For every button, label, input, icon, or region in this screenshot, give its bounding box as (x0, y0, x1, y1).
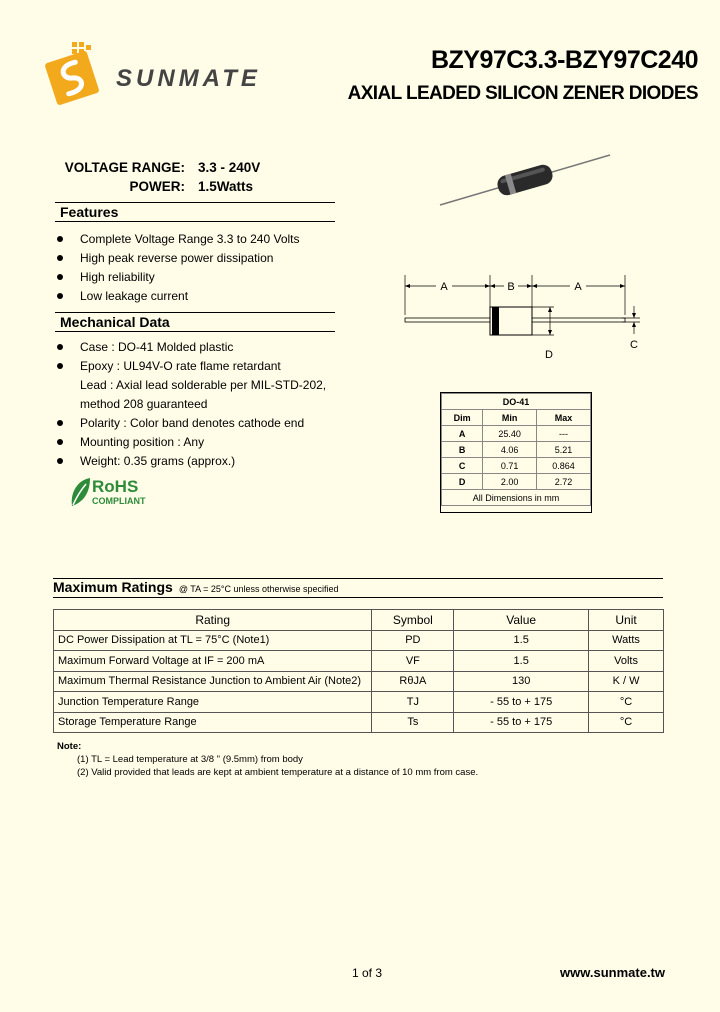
column-header: Rating (54, 610, 372, 631)
table-cell: K / W (589, 671, 664, 692)
table-cell: °C (589, 692, 664, 713)
rohs-badge (68, 476, 158, 508)
list-item: Low leakage current (55, 288, 300, 307)
power-label: POWER: (129, 179, 185, 194)
column-header: Min (483, 410, 537, 426)
note-item: (2) Valid provided that leads are kept at ambient temperature at a distance of 10 mm from case. (77, 767, 479, 778)
dim-label-a-right: A (574, 281, 582, 293)
table-cell: 2.00 (483, 474, 537, 490)
rohs-text: RoHS (92, 477, 139, 496)
list-item: Case : DO-41 Molded plastic (55, 339, 326, 358)
table-row (54, 671, 664, 692)
table-cell: 25.40 (483, 426, 537, 442)
note-item: (1) TL = Lead temperature at 3/8 " (9.5mm) from body (77, 754, 303, 765)
table-cell: D (442, 474, 483, 490)
table-cell: - 55 to + 175 (454, 692, 589, 713)
ratings-table (53, 609, 664, 733)
table-cell: --- (537, 426, 591, 442)
column-header: Max (537, 410, 591, 426)
max-ratings-heading (53, 578, 663, 598)
dim-label-c: C (630, 339, 638, 351)
table-cell: 0.71 (483, 458, 537, 474)
table-row (442, 426, 591, 442)
rohs-compliant-text: COMPLIANT (92, 496, 146, 506)
table-cell: A (442, 426, 483, 442)
page-title: BZY97C3.3-BZY97C240 (430, 46, 698, 74)
table-cell: DC Power Dissipation at TL = 75°C (Note1) (54, 630, 372, 651)
table-cell: °C (589, 712, 664, 733)
mechanical-heading: Mechanical Data (55, 312, 335, 332)
table-cell: PD (372, 630, 454, 651)
dim-label-d: D (545, 349, 553, 361)
list-item: Complete Voltage Range 3.3 to 240 Volts (55, 231, 300, 250)
table-cell: 130 (454, 671, 589, 692)
company-logo (44, 40, 269, 110)
list-item: Weight: 0.35 grams (approx.) (55, 453, 326, 472)
list-item: Polarity : Color band denotes cathode end (55, 415, 326, 434)
voltage-range-row (55, 160, 185, 180)
table-cell: Volts (589, 651, 664, 672)
table-cell: 5.21 (537, 442, 591, 458)
notes-heading: Note: (57, 741, 82, 752)
table-row (54, 692, 664, 713)
power-row (55, 179, 185, 199)
website-link[interactable]: www.sunmate.tw (560, 965, 665, 980)
table-cell: TJ (372, 692, 454, 713)
table-row (54, 712, 664, 733)
table-cell: 2.72 (537, 474, 591, 490)
dim-label-a-left: A (440, 281, 448, 293)
table-cell: B (442, 442, 483, 458)
max-ratings-title: Maximum Ratings (53, 579, 173, 595)
table-cell: Junction Temperature Range (54, 692, 372, 713)
table-row (54, 630, 664, 651)
dimension-diagram (400, 270, 660, 365)
table-cell: Maximum Thermal Resistance Junction to Ambient Air (Note2) (54, 671, 372, 692)
table-cell: Storage Temperature Range (54, 712, 372, 733)
column-header: Dim (442, 410, 483, 426)
max-ratings-condition: @ TA = 25°C unless otherwise specified (178, 584, 339, 594)
list-item: Mounting position : Any (55, 434, 326, 453)
table-cell: C (442, 458, 483, 474)
table-cell: Watts (589, 630, 664, 651)
table-row (54, 651, 664, 672)
notes (57, 740, 478, 779)
page-subtitle: AXIAL LEADED SILICON ZENER DIODES (347, 83, 698, 104)
dim-label-b: B (507, 281, 515, 293)
features-heading: Features (55, 202, 335, 222)
dimension-table-title: DO-41 (442, 394, 591, 410)
table-cell: VF (372, 651, 454, 672)
rohs-leaf-icon (68, 476, 158, 508)
svg-text:SUNMATE: SUNMATE (116, 65, 261, 92)
table-cell: 0.864 (537, 458, 591, 474)
list-item: Lead : Axial lead solderable per MIL-STD-202, (80, 378, 327, 392)
dimension-table (441, 393, 591, 506)
column-header: Value (454, 610, 589, 631)
table-row (442, 442, 591, 458)
page-number: 1 of 3 (352, 966, 383, 980)
voltage-label: VOLTAGE RANGE: (64, 160, 185, 175)
sunmate-logo-icon (44, 40, 269, 110)
column-header: Symbol (372, 610, 454, 631)
features-list (55, 231, 300, 307)
list-item: High peak reverse power dissipation (55, 250, 300, 269)
column-header: Unit (589, 610, 664, 631)
table-row (442, 458, 591, 474)
table-row (442, 474, 591, 490)
table-cell: Ts (372, 712, 454, 733)
table-cell: 1.5 (454, 630, 589, 651)
voltage-value: 3.3 - 240V (198, 160, 261, 175)
dimension-table-footer: All Dimensions in mm (442, 490, 591, 506)
power-value: 1.5Watts (198, 179, 254, 194)
table-cell: Maximum Forward Voltage at IF = 200 mA (54, 651, 372, 672)
list-item: method 208 guaranteed (80, 397, 208, 411)
mechanical-list (55, 339, 326, 472)
diode-package-illustration (435, 150, 615, 210)
table-cell: 4.06 (483, 442, 537, 458)
list-item: Epoxy : UL94V-O rate flame retardant (55, 358, 326, 377)
list-item: High reliability (55, 269, 300, 288)
table-cell: RθJA (372, 671, 454, 692)
table-cell: - 55 to + 175 (454, 712, 589, 733)
table-cell: 1.5 (454, 651, 589, 672)
